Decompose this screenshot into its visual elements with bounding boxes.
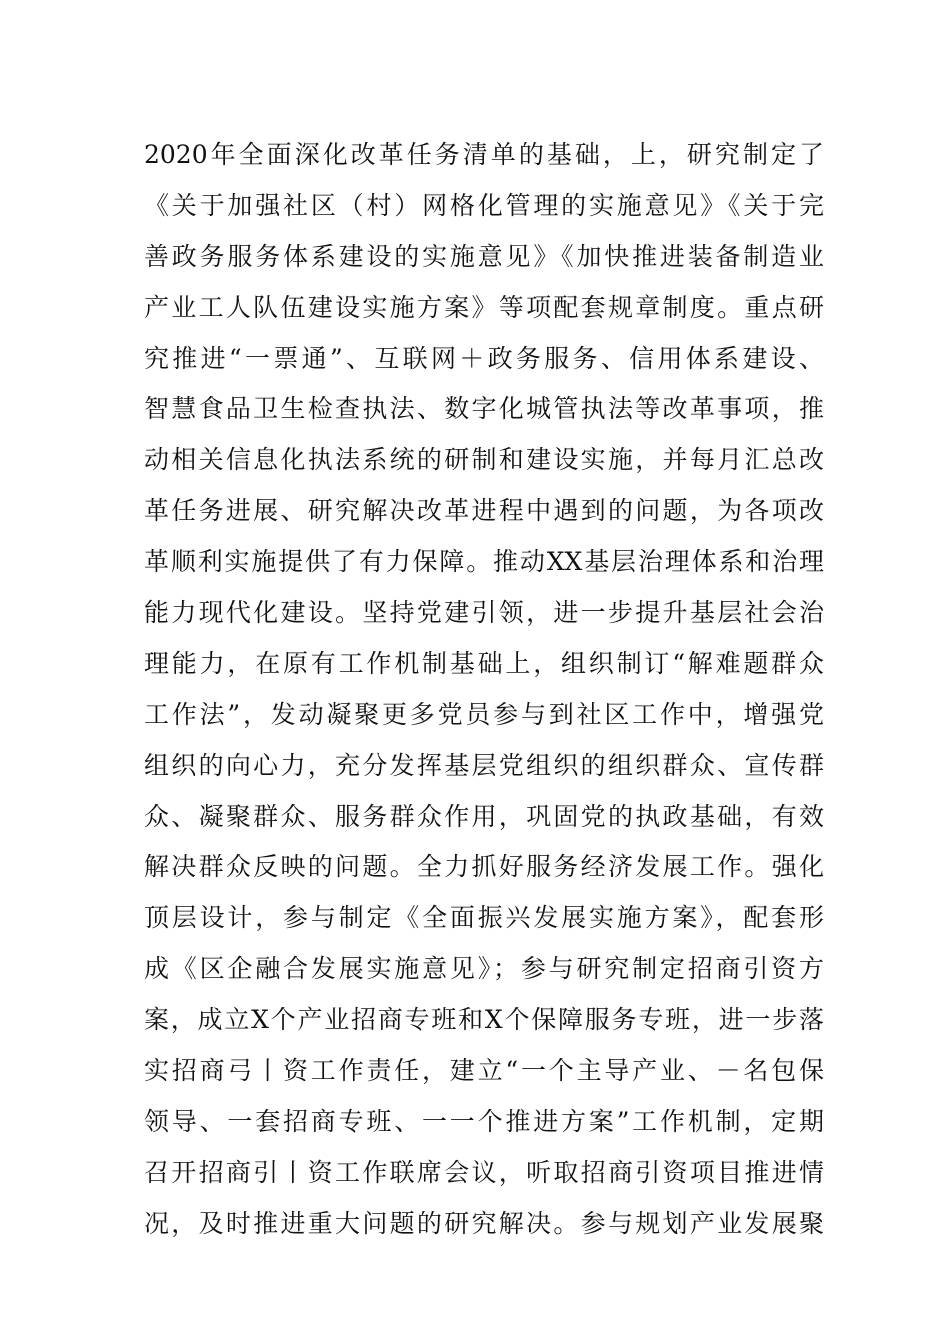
text-line-16: 顶层设计，参与制定《全面振兴发展实施方案》，配套形 bbox=[144, 903, 824, 933]
text-line-14: 众、凝聚群众、服务群众作用，巩固党的执政基础，有效 bbox=[144, 801, 824, 831]
text-line-1: 2020年全面深化改革任务清单的基础，上，研究制定了 bbox=[144, 140, 824, 169]
text-line-13: 组织的向心力，充分发挥基层党组织的组织群众、宣传群 bbox=[144, 750, 824, 780]
text-line-5: 究推进“一票通”、互联网＋政务服务、信用体系建设、 bbox=[144, 343, 824, 373]
text-line-22: 况，及时推进重大问题的研究解决。参与规划产业发展聚 bbox=[144, 1208, 824, 1238]
text-line-6: 智慧食品卫生检查执法、数字化城管执法等改革事项，推 bbox=[144, 394, 824, 424]
text-line-17: 成《区企融合发展实施意见》；参与研究制定招商引资方 bbox=[144, 954, 824, 984]
text-line-7: 动相关信息化执法系统的研制和建设实施，并每月汇总改 bbox=[144, 445, 824, 475]
text-line-3: 善政务服务体系建设的实施意见》《加快推进装备制造业 bbox=[144, 241, 824, 271]
text-line-12: 工作法”，发动凝聚更多党员参与到社区工作中，增强党 bbox=[144, 699, 824, 729]
body-paragraph bbox=[144, 130, 824, 1250]
text-line-21: 召开招商引丨资工作联席会议，听取招商引资项目推进情 bbox=[144, 1157, 824, 1187]
text-line-20: 领导、一套招商专班、一一个推进方案”工作机制，定期 bbox=[144, 1106, 824, 1136]
text-line-10: 能力现代化建设。坚持党建引领，进一步提升基层社会治 bbox=[144, 598, 824, 628]
text-line-2: 《关于加强社区（村）网格化管理的实施意见》《关于完 bbox=[144, 190, 824, 220]
text-line-11: 理能力，在原有工作机制基础上，组织制订“解难题群众 bbox=[144, 648, 824, 678]
text-line-18: 案，成立X个产业招商专班和X个保障服务专班，进一步落 bbox=[144, 1005, 824, 1035]
text-line-8: 革任务进展、研究解决改革进程中遇到的问题，为各项改 bbox=[144, 496, 824, 526]
text-line-9: 革顺利实施提供了有力保障。推动XX基层治理体系和治理 bbox=[144, 547, 824, 577]
text-line-4: 产业工人队伍建设实施方案》等项配套规章制度。重点研 bbox=[144, 292, 824, 322]
text-line-19: 实招商弓丨资工作责任，建立“一个主导产业、－名包保 bbox=[144, 1056, 824, 1086]
text-line-15: 解决群众反映的问题。全力抓好服务经济发展工作。强化 bbox=[144, 852, 824, 882]
